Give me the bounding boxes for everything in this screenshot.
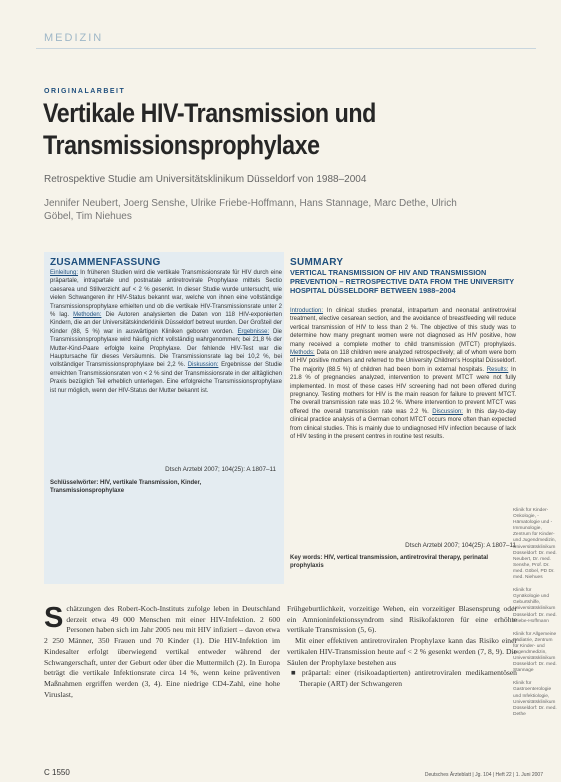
affiliation-note: Klinik für Kinder-Onkologie, -Hämatologie und -Immunologie, Zentrum für Kinder- und Jugendmedizin, Universitätsklinikum Düsseldorf: Dr. med. Neubert, Dr. med. Senshe, Prof. Dr. med. Göbel, PD Dr. med. Niehues — [513, 508, 557, 581]
abstract-en-heading: SUMMARY — [290, 257, 344, 268]
abstract-en-subtitle: VERTICAL TRANSMISSION OF HIV AND TRANSMISSION PREVENTION – RETROSPECTIVE DATA FROM THE UNIVERSITY HOSPITAL DÜSSELDORF BETWEEN 1988–2004 — [290, 268, 514, 295]
abstract-de-paragraph: Die Transmissionsprophylaxe wird häufig nicht vollständig wahrgenommen; bei 21,8 % der Mutter-Kind-Paare erfolgte keine Prophylaxe. Der fehlende HIV-Test war die Hauptursache für dieses Versäumnis. Die Transmissionsrate lag bei 10,2 %, bei vollständiger Transmissionsprophylaxe bei 2,2 %. — [50, 328, 282, 369]
bullet-icon: ■ — [291, 668, 302, 678]
abstract-de-heading: ZUSAMMENFASSUNG — [50, 257, 161, 268]
body-column-left — [44, 604, 280, 748]
bullet-text: präpartal: einer (risikoadaptierten) antiretroviralen medikamentösen Therapie (ART) der Schwangeren — [299, 668, 517, 688]
page-number: C 1550 — [44, 768, 70, 777]
body-column-right — [287, 604, 517, 748]
affiliations-sidebar — [513, 508, 557, 725]
abstract-de-paragraph: In früheren Studien wird die vertikale Transmissionsrate für HIV durch eine präpartale, intrapartale und postnatale antiretrovirale Prophylaxe mittels Sectio caesarea und Stillverzicht auf < 2 % gesenkt. In dieser Studie wurde untersucht, wie vielen Schwangeren ihr HIV-Status bekannt war, welche von ihnen eine vollständige Transmissionsprophylaxe erhielten und ob die vertikale HIV-Transmissionsrate unter 2 % lag. — [50, 270, 282, 319]
abstract-en-label: Discussion: — [432, 408, 463, 415]
abstract-de-label: Methoden: — [73, 312, 102, 319]
section-label: MEDIZIN — [44, 32, 104, 44]
drop-cap: S — [44, 604, 64, 634]
bullet-list-item — [291, 668, 517, 689]
body-paragraph: Frühgeburtlichkeit, vorzeitige Wehen, ein vorzeitiger Blasensprung oder ein Amnioninfektionssyndrom sind Risikofaktoren für eine erhöhte vertikale Transmission (5, 6). — [287, 604, 517, 635]
abstract-en-text — [290, 307, 516, 471]
section-divider — [36, 48, 536, 49]
affiliation-note: Klinik für Gastroenterologie und Infektiologie, Universitätsklinikum Düsseldorf: Dr. med. Dethe — [513, 681, 557, 717]
abstract-en-keywords: Key words: HIV, vertical transmission, antiretroviral therapy, perinatal prophylaxis — [290, 555, 489, 569]
abstract-de-citation: Dtsch Arztebl 2007; 104(25): A 1807–11 — [165, 466, 276, 473]
affiliation-note: Klinik für Allgemeine Pädiatrie, Zentrum für Kinder- und Jugendmedizin, Universitätsklinikum Düsseldorf: Dr. med. Stannage — [513, 631, 557, 674]
abstract-en-paragraph: In 21.8 % of pregnancies analyzed, intervention to prevent MTCT were not fully implemented. In most of these cases HIV screening had not been offered during pregnancy. Testing mothers for HIV is the main reason for failure to prevent MTCT. The overall transmission rate was 10.2 %. Where intervention to prevent MTCT was offered the overall transmission rate was 2.2 %. — [290, 366, 516, 415]
abstract-en-paragraph: Data on 118 children were analyzed retrospectively; all of whom were born of HIV positive mothers and referred to the University Children's Hospital Düsseldorf. The majority (88.5 %) of children had been born in external hospitals. — [290, 350, 516, 373]
abstract-en-citation: Dtsch Arztebl 2007; 104(25): A 1807–11 — [405, 542, 516, 549]
abstract-en-paragraph: In this day-to-day clinical practice analysis of a German cohort MTCT occurs more often than expected from clinical studies. This is mainly due to undiagnosed HIV infection because of lack of HIV testing in the present centres in routine test results. — [290, 408, 516, 441]
abstract-de-label: Einleitung: — [50, 270, 79, 276]
abstract-en-label: Methods: — [290, 350, 315, 357]
abstract-de-paragraph: Die Autoren analysierten die Daten von 118 HIV-exponierten Kindern, die an der Universitätskinderklinik Düsseldorf betreut wurden. Der Großteil der Kinder (88, 5 %) war in auswärtigen Kliniken geboren worden. — [50, 312, 282, 335]
affiliation-note: Klinik für Gynäkologie und Geburtshilfe, Universitätsklinikum Düsseldorf: Dr. med. Friebe-Hoffmann — [513, 588, 557, 624]
body-paragraph: Mit einer effektiven antiretroviralen Prophylaxe kann das Risiko einer vertikalen HIV-Transmission heute auf < 2 % gesenkt werden (7, 8, 9). Die Säulen der Prophylaxe bestehen aus — [287, 636, 517, 667]
abstract-en-label: Introduction: — [290, 308, 324, 314]
abstract-de-label: Diskussion: — [187, 362, 219, 369]
abstract-de-paragraph: Ergebnisse der Studie erreichten Transmissionsraten von < 2 % sind der Transmissionsrate in der alltäglichen Praxis bezüglich Teil erheblich unterlegen. Eine erfolgreiche Transmissionsprophylaxe ist nur möglich, wenn der HIV-Status der Mutter bekannt ist. — [50, 362, 282, 394]
abstract-de-keywords: Schlüsselwörter: HIV, vertikale Transmission, Kinder, Transmissionsprophylaxe — [50, 480, 202, 494]
journal-footer: Deutsches Ärzteblatt | Jg. 104 | Heft 22 | 1. Juni 2007 — [424, 772, 543, 778]
article-subtitle: Retrospektive Studie am Universitätsklinikum Düsseldorf von 1988–2004 — [44, 174, 367, 185]
abstract-de-label: Ergebnisse: — [237, 328, 270, 335]
article-type-label: ORIGINALARBEIT — [44, 88, 126, 95]
abstract-en-label: Results: — [486, 366, 509, 373]
article-title: Vertikale HIV-Transmission und Transmissionsprophylaxe — [43, 98, 376, 160]
author-list: Jennifer Neubert, Joerg Senshe, Ulrike Friebe-Hoffmann, Hans Stannage, Marc Dethe, Ulrich Göbel, Tim Niehues — [44, 198, 457, 222]
abstract-en-paragraph: In clinical studies prenatal, intrapartum and neonatal antiretroviral treatment, elective cesarean section, and the avoidance of breastfeeding will reduce vertical transmission of HIV to less than 2 %. The objective of this study was to determine how many pregnant women were not diagnosed as HIV positive, how many received a complete mother to child transmission (MTCT) prophylaxis. — [290, 308, 516, 348]
abstract-de-text — [50, 269, 282, 471]
body-paragraph: chätzungen des Robert-Koch-Instituts zufolge leben in Deutschland derzeit etwa 49 000 Menschen mit einer HIV-Infektion. 2 600 Personen haben sich im Jahr 2005 neu mit HIV infiziert – davon etwa 2 250 Männer, 350 Frauen und 70 Kinder (1). Die HIV-Infektion im Kindesalter erfolgt überwiegend vertikal entweder während der Schwangerschaft, unter der Geburt oder über die Muttermilch (2). In Europa beträgt die vertikale Infektionsrate circa 14 %, wenn keine präventiven Maßnahmen ergriffen werden (3, 4). Eine niedrige CD4-Zahl, eine hohe Viruslast, — [44, 604, 280, 699]
